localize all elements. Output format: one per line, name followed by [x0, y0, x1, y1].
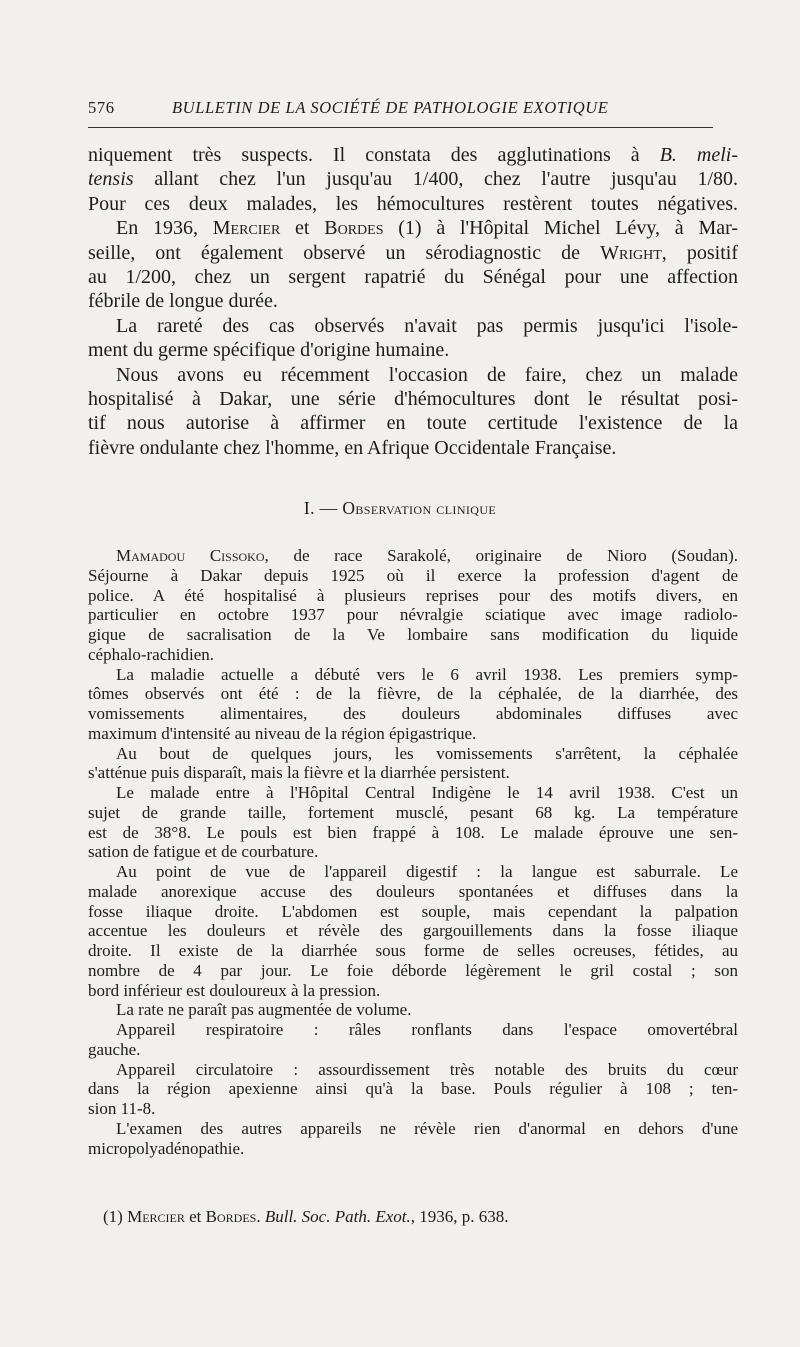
text-line: fosse iliaque droite. L'abdomen est souple, mais cependant la palpation [88, 901, 738, 921]
text-line: droite. Il existe de la diarrhée sous forme de selles ocreuses, fétides, au [88, 941, 738, 960]
text-line: hospitalisé à Dakar, une série d'hémocultures dont le résultat posi- [88, 387, 738, 410]
text-line: dans la région apexienne ainsi qu'à la base. Pouls régulier à 108 ; ten- [88, 1079, 738, 1099]
text-line: Le malade entre à l'Hôpital Central Indigène le 14 avril 1938. C'est un [116, 783, 738, 802]
footnote-marker: (1) [103, 1207, 128, 1226]
patient-name: Mamadou [116, 546, 186, 565]
text-line: L'examen des autres appareils ne révèle rien d'anormal en dehors d'une [116, 1118, 738, 1138]
text-line: En 1936, Mercier et Bordes (1) à l'Hôpital Michel Lévy, à Mar- [116, 217, 739, 240]
text-line: fièvre ondulante chez l'homme, en Afrique Occidentale Française. [88, 436, 617, 459]
text-line: fébrile de longue durée. [88, 290, 278, 313]
header-rule [88, 127, 713, 128]
text-line: Au point de vue de l'appareil digestif : la langue est saburrale. Le [116, 862, 738, 881]
text-line: est de 38°8. Le pouls est bien frappé à 108. Le malade éprouve une sen- [88, 822, 738, 842]
observation-text [88, 546, 738, 1158]
author-name: Wright [600, 241, 662, 264]
text-line: La maladie actuelle a débuté vers le 6 avril 1938. Les premiers symp- [116, 664, 738, 684]
text-line: La rate ne paraît pas augmentée de volume. [116, 1000, 412, 1020]
text-line: Appareil respiratoire : râles ronflants dans l'espace omovertébral [116, 1020, 738, 1039]
text-line: sion 11-8. [88, 1099, 156, 1118]
text-line: nombre de 4 par jour. Le foie déborde légèrement le gril costal ; son [88, 960, 738, 980]
text-line: Au bout de quelques jours, les vomissements s'arrêtent, la céphalée [116, 743, 738, 763]
author-name: Bordes [205, 1207, 257, 1226]
text-line: au 1/200, chez un sergent rapatrié du Sénégal pour une affection [88, 265, 738, 288]
text-line: Appareil circulatoire : assourdissement très notable des bruits du cœur [116, 1059, 738, 1079]
section-number: I. — [303, 498, 338, 518]
text-line: police. A été hospitalisé à plusieurs reprises pour des motifs divers, en [88, 585, 738, 605]
text-line: niquement très suspects. Il constata des agglutinations à B. meli- [88, 144, 739, 166]
text-line: gique de sacralisation de la Ve lombaire sans modification du liquide [88, 625, 738, 644]
text-line: particulier en octobre 1937 pour névralgie sciatique avec image radiolo- [88, 605, 738, 625]
text-line: tômes observés ont été : de la fièvre, de la céphalée, de la diarrhée, des [88, 684, 738, 704]
text-line: maximum d'intensité au niveau de la région épigastrique. [88, 723, 477, 743]
text-line: ment du germe spécifique d'origine humaine. [88, 339, 450, 362]
page-number: 576 [88, 98, 115, 117]
text-line: Séjourne à Dakar depuis 1925 où il exerce la profession d'agent de [88, 565, 738, 585]
text-line: tif nous autorise à affirmer en toute certitude l'existence de la [88, 412, 738, 435]
text-line: bord inférieur est douloureux à la pression. [88, 980, 381, 1000]
text-line: céphalo-rachidien. [88, 644, 215, 664]
text-line: tensis allant chez l'un jusqu'au 1/400, chez l'autre jusqu'au 1/80. [88, 168, 738, 191]
text-line: vomissements alimentaires, des douleurs abdominales diffuses avec [88, 704, 738, 723]
text-line: Mamadou Cissoko, de race Sarakolé, originaire de Nioro (Soudan). [116, 546, 738, 565]
text-line: La rareté des cas observés n'avait pas permis jusqu'ici l'isole- [116, 314, 738, 337]
text-line: accentue les douleurs et révèle des gargouillements dans la fosse iliaque [88, 921, 738, 941]
section-heading [0, 498, 800, 519]
text-line: seille, ont également observé un sérodiagnostic de Wright, positif [88, 241, 738, 264]
journal-title: BULLETIN DE LA SOCIÉTÉ DE PATHOLOGIE EXOTIQUE [172, 98, 609, 117]
author-name: Bordes [324, 217, 384, 240]
journal-reference: Bull. Soc. Path. Exot. [264, 1207, 411, 1226]
text-line: Nous avons eu récemment l'occasion de faire, chez un malade [116, 363, 738, 386]
patient-name: Cissoko [209, 546, 265, 565]
footnote: (1) Mercier et Bordes. Bull. Soc. Path. Exot., 1936, p. 638. [103, 1207, 509, 1226]
author-name: Mercier [212, 217, 281, 240]
text-line: malade anorexique accuse des douleurs spontanées et diffuses dans la [88, 881, 738, 901]
author-name: Mercier [127, 1207, 185, 1226]
text-line: sation de fatigue et de courbature. [88, 842, 319, 862]
intro-text [88, 143, 738, 460]
text-line: s'atténue puis disparaît, mais la fièvre et la diarrhée persistent. [88, 763, 510, 783]
text-line: sujet de grande taille, fortement musclé, pesant 68 kg. La température [88, 802, 738, 822]
text-line: micropolyadénopathie. [88, 1138, 245, 1158]
text-line: gauche. [88, 1039, 141, 1059]
text-line: Pour ces deux malades, les hémocultures restèrent toutes négatives. [88, 192, 738, 215]
section-title: Observation clinique [342, 498, 497, 518]
